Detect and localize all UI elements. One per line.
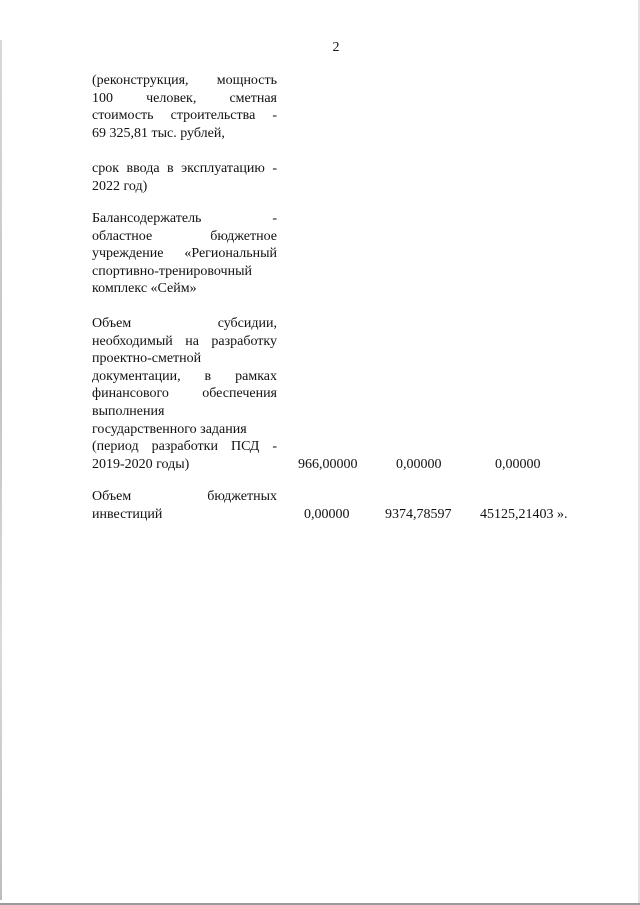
text-line: учреждение «Региональный — [92, 246, 277, 262]
text-line: инвестиций — [92, 506, 163, 522]
subsidy-value-1: 966,00000 — [298, 456, 358, 472]
text-line: государственного задания — [92, 421, 247, 437]
text-line: Объем бюджетных — [92, 489, 277, 504]
subsidy-text — [92, 315, 277, 473]
reconstruction-block — [92, 72, 592, 142]
subsidy-block — [92, 315, 592, 473]
text-line: 2022 год) — [92, 178, 148, 194]
balance-holder-block — [92, 210, 592, 298]
text-line: проектно-сметной — [92, 351, 202, 367]
deadline-text — [92, 160, 277, 195]
investments-text — [92, 488, 277, 523]
subsidy-value-2: 0,00000 — [396, 456, 442, 472]
text-line: срок ввода в эксплуатацию - — [92, 161, 277, 176]
text-line: необходимый на разработку — [92, 333, 277, 349]
page-number: 2 — [332, 40, 340, 55]
investments-block — [92, 488, 592, 523]
text-line: (период разработки ПСД - — [92, 439, 277, 455]
text-line: областное бюджетное — [92, 228, 277, 244]
subsidy-value-3: 0,00000 — [495, 456, 541, 472]
text-line: комплекс «Сейм» — [92, 281, 197, 297]
text-line: документации, в рамках — [92, 368, 277, 384]
text-line: 69 325,81 тыс. рублей, — [92, 125, 225, 141]
investments-value-3: 45125,21403 ». — [480, 506, 568, 522]
balance-holder-text — [92, 210, 277, 298]
text-line: Балансодержатель - — [92, 211, 277, 226]
text-line: 2019-2020 годы) — [92, 456, 190, 472]
investments-value-1: 0,00000 — [304, 506, 350, 522]
text-line: финансового обеспечения — [92, 386, 277, 402]
deadline-block — [92, 160, 592, 195]
text-line: стоимость строительства - — [92, 108, 277, 124]
scan-edge-left — [0, 40, 2, 900]
text-line: 100 человек, сметная — [92, 90, 277, 106]
text-line: Объем субсидии, — [92, 316, 277, 331]
reconstruction-text — [92, 72, 277, 142]
text-line: выполнения — [92, 403, 165, 419]
text-line: спортивно-тренировочный — [92, 263, 252, 279]
text-line: (реконструкция, мощность — [92, 73, 277, 88]
investments-value-2: 9374,78597 — [385, 506, 452, 522]
